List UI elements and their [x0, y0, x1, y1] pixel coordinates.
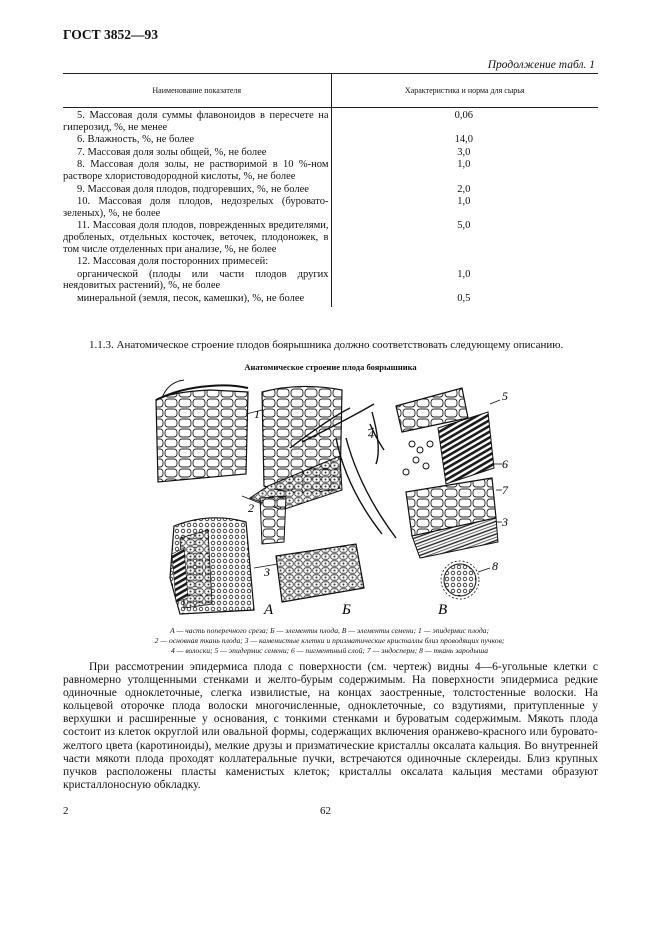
legend-line: 2 — основная ткань плода; 3 — каменистые клетки и призматические кристаллы близ проводящих пучков;: [154, 636, 505, 645]
table-row: [63, 147, 598, 160]
table-row: [63, 293, 598, 307]
indicator-name: 10. Массовая доля плодов, недозрелых (буровато-зеленых), %, не более: [63, 196, 331, 220]
section-paragraph: 1.1.3. Анатомическое строение плодов боярышника должно соответствовать следующему описанию.: [89, 339, 564, 351]
table-row: [63, 220, 598, 256]
figure-label-2: 2: [248, 501, 254, 515]
standard-number: ГОСТ 3852—93: [63, 27, 159, 42]
indicator-value: 1,0: [457, 268, 471, 280]
cross-section-ground-tissue: [250, 386, 342, 510]
description-paragraph: При рассмотрении эпидермиса плода с поверхности (см. чертеж) видны 4—6-угольные клетки с равномерно утолщенными стенками и желто-бурым содержимым. На поверхности эпидермиса редкие одиночные одноклеточные, слегка извилистые, на концах заостренные, толстостенные волоски. На кольцевой оторочке плода волоски многочисленные, одноклеточные, со вздутиями, притупленные у верхушки и расширенные у основания, с тонкими стенками и буроватым содержимым. Мякоть плода состоит из клеток округлой или овальной формы, содержащих включения оранжево-красного или буровато-желтого цвета (каротиноиды), мелкие друзы и призматические кристаллы оксалата кальция. Во внутренней части мякоти плода проходят коллатеральные пучки, встречаются одиночные склереиды. Близ крупных пучков расположены пласты каменистых клеток; кристаллы оксалата кальция местами образуют кристаллоносную обкладку.: [63, 661, 598, 791]
indicator-value: [331, 256, 598, 269]
figure-label-1: 1: [254, 407, 260, 421]
indicator-value: 0,06: [454, 110, 473, 121]
indicator-value: 3,0: [457, 146, 471, 158]
page-number-left: 2: [63, 805, 69, 817]
figure-legend: [88, 626, 571, 656]
figure-label-8: 8: [492, 559, 498, 573]
table-row: [63, 196, 598, 220]
legend-line: А — часть поперечного среза; Б — элементы плода, В — элементы семени; 1 — эпидермис плода;: [169, 626, 489, 635]
cross-section-epidermis: [156, 380, 248, 482]
table-row: [63, 184, 598, 197]
indicator-value: 5,0: [457, 220, 471, 232]
indicators-table: [63, 73, 598, 307]
figure-label-B: Б: [342, 602, 351, 618]
indicator-name: 9. Массовая доля плодов, подгоревших, %, не более: [63, 184, 331, 197]
column-header-name: Наименование показателя: [63, 74, 331, 108]
anatomy-figure: [150, 378, 522, 618]
table-row: [63, 134, 598, 147]
indicator-value: 1,0: [457, 159, 471, 171]
embryo-tissue: [441, 561, 479, 599]
table-row: [63, 159, 598, 183]
figure-label-7: 7: [502, 483, 508, 497]
figure-label-4: 4: [368, 427, 374, 441]
indicator-name: 11. Массовая доля плодов, поврежденных вредителями, дробленых, отдельных косточек, веточек, плодоножек, в том числе отделенных при анализе, %, не более: [63, 220, 331, 256]
indicator-name: минеральной (земля, песок, камешки), %, не более: [63, 293, 331, 307]
indicator-name: 12. Массовая доля посторонних примесей:: [63, 256, 331, 269]
page-number-center: 62: [320, 805, 331, 817]
figure-label-5: 5: [502, 389, 508, 403]
indicator-value: 2,0: [457, 183, 471, 195]
fruit-stone-cells: [276, 544, 364, 602]
indicator-name: 6. Влажность, %, не более: [63, 134, 331, 147]
table-row: [63, 256, 598, 269]
column-header-norm: Характеристика и норма для сырья: [331, 74, 598, 108]
figure-label-6: 6: [502, 457, 508, 471]
figure-title: Анатомическое строение плода боярышника: [244, 362, 417, 372]
cross-section-stone-cells: [170, 496, 286, 614]
indicator-value: 0,5: [457, 292, 471, 304]
table-row: [63, 269, 598, 293]
indicator-name: 5. Массовая доля суммы флавоноидов в пересчете на гиперозид, %, не менее: [63, 108, 331, 135]
table-continuation-label: Продолжение табл. 1: [487, 59, 595, 71]
indicator-name: 7. Массовая доля золы общей, %, не более: [63, 147, 331, 160]
indicator-name: 8. Массовая доля золы, не растворимой в 10 %-ном растворе хлористоводородной кислоты, %, не более: [63, 159, 331, 183]
table-row: [63, 108, 598, 135]
indicator-value: 14,0: [454, 134, 473, 146]
seed-endosperm: [406, 478, 498, 558]
indicator-value: 1,0: [457, 196, 471, 208]
figure-label-V: В: [438, 602, 448, 618]
figure-label-A: А: [264, 602, 274, 618]
legend-line: 4 — волоски; 5 — эпидермис семени; 6 — пигментный слой; 7 — эндосперм; 8 — ткань зародыша: [170, 646, 489, 655]
figure-label-3b: 3: [502, 515, 508, 529]
indicator-name: органической (плоды или части плодов других неядовитых растений), %, не более: [63, 269, 331, 293]
figure-label-3a: 3: [264, 565, 270, 579]
